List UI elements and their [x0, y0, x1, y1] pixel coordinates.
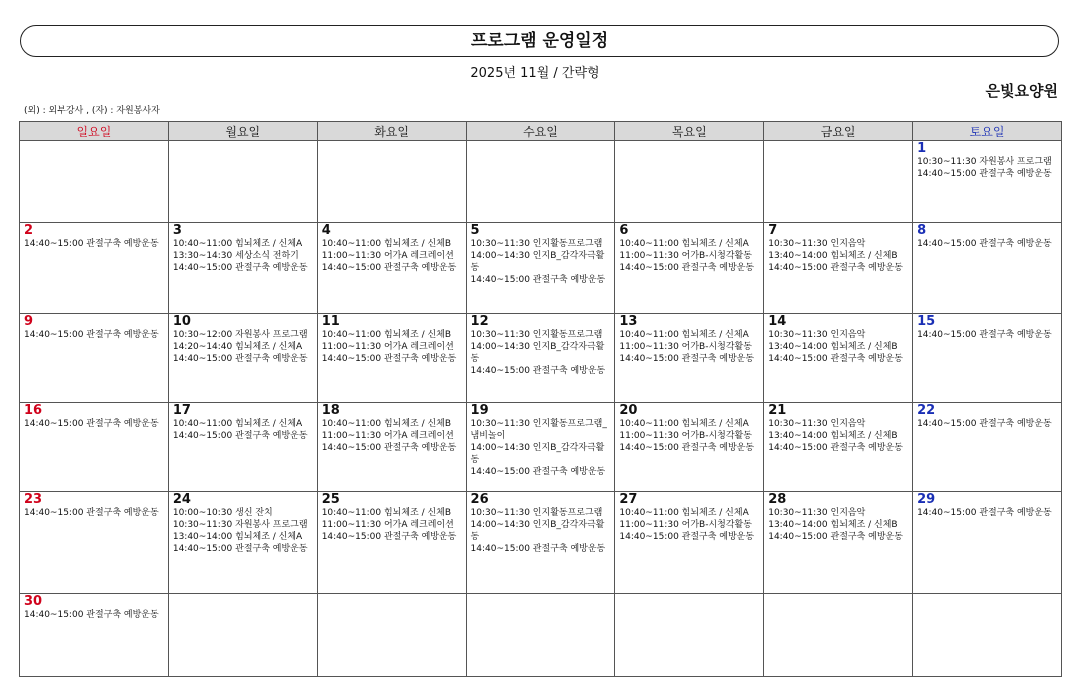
calendar-day-cell-tuesday — [317, 403, 466, 492]
calendar-day-cell-wednesday — [466, 492, 615, 594]
day-number: 25 — [321, 492, 340, 507]
day-events: 14:40~15:00 관절구축 예방운동 — [917, 330, 1052, 340]
day-number: 6 — [619, 223, 629, 238]
calendar-day-cell-saturday — [913, 223, 1062, 314]
page-title: 프로그램 운영일정 — [20, 25, 1059, 57]
page-subtitle: 2025년 11월 / 간략형 — [470, 66, 600, 81]
day-number: 9 — [24, 314, 34, 329]
calendar-day-cell-saturday — [913, 314, 1062, 403]
day-number: 21 — [768, 403, 787, 418]
day-number: 29 — [917, 492, 936, 507]
day-number: 5 — [470, 223, 480, 238]
calendar-day-cell-saturday — [913, 594, 1062, 677]
calendar-day-cell-friday — [764, 141, 913, 223]
day-events: 14:40~15:00 관절구축 예방운동 — [917, 239, 1052, 249]
calendar-week-row — [20, 403, 1062, 492]
calendar-day-cell-tuesday — [317, 594, 466, 677]
day-number: 26 — [470, 492, 489, 507]
day-number: 11 — [321, 314, 340, 329]
day-events: 14:40~15:00 관절구축 예방운동 — [24, 508, 159, 518]
day-number: 17 — [172, 403, 191, 418]
weekday-header-thursday: 목요일 — [615, 122, 764, 141]
day-number: 28 — [768, 492, 787, 507]
day-number: 1 — [917, 141, 927, 156]
calendar-week-row — [20, 223, 1062, 314]
calendar-day-cell-sunday — [20, 223, 169, 314]
day-number: 19 — [470, 403, 489, 418]
day-events: 10:40~11:00 힘뇌체조 / 신체A 11:00~11:30 어가B-시청각활동 14:40~15:00 관절구축 예방운동 — [619, 508, 755, 542]
calendar-day-cell-thursday — [615, 223, 764, 314]
day-events: 10:40~11:00 힘뇌체조 / 신체B 11:00~11:30 어가A 레크레이션 14:40~15:00 관절구축 예방운동 — [321, 419, 457, 453]
calendar-day-cell-monday — [168, 492, 317, 594]
day-number: 22 — [917, 403, 936, 418]
day-number: 23 — [24, 492, 43, 507]
calendar-day-cell-friday — [764, 314, 913, 403]
calendar-day-cell-sunday — [20, 403, 169, 492]
day-events: 10:30~11:30 인지음악 13:40~14:00 힘뇌체조 / 신체B 14:40~15:00 관절구축 예방운동 — [768, 419, 903, 453]
calendar-week-row — [20, 141, 1062, 223]
calendar-week-row — [20, 314, 1062, 403]
calendar-day-cell-monday — [168, 403, 317, 492]
day-number: 4 — [321, 223, 331, 238]
weekday-header-sunday: 일요일 — [20, 122, 169, 141]
calendar-day-cell-thursday — [615, 492, 764, 594]
day-number: 20 — [619, 403, 638, 418]
weekday-header-saturday: 토요일 — [913, 122, 1062, 141]
calendar-day-cell-tuesday — [317, 141, 466, 223]
day-number: 3 — [172, 223, 182, 238]
calendar-day-cell-sunday — [20, 594, 169, 677]
day-number: 13 — [619, 314, 638, 329]
calendar-day-cell-thursday — [615, 141, 764, 223]
weekday-header-friday: 금요일 — [764, 122, 913, 141]
calendar-day-cell-wednesday — [466, 141, 615, 223]
calendar-day-cell-thursday — [615, 594, 764, 677]
calendar-day-cell-monday — [168, 141, 317, 223]
day-number: 16 — [24, 403, 43, 418]
weekday-header-tuesday: 화요일 — [317, 122, 466, 141]
day-events: 10:40~11:00 힘뇌체조 / 신체B 11:00~11:30 어가A 레크레이션 14:40~15:00 관절구축 예방운동 — [321, 239, 457, 273]
day-events: 10:30~12:00 자원봉사 프로그램 14:20~14:40 힘뇌체조 / 신체A 14:40~15:00 관절구축 예방운동 — [172, 330, 308, 364]
weekday-header-wednesday: 수요일 — [466, 122, 615, 141]
calendar-day-cell-wednesday — [466, 314, 615, 403]
day-number: 27 — [619, 492, 638, 507]
day-number: 2 — [24, 223, 34, 238]
day-events: 10:40~11:00 힘뇌체조 / 신체B 11:00~11:30 어가A 레크레이션 14:40~15:00 관절구축 예방운동 — [321, 330, 457, 364]
calendar-day-cell-monday — [168, 314, 317, 403]
calendar-day-cell-monday — [168, 223, 317, 314]
calendar-day-cell-tuesday — [317, 314, 466, 403]
day-events: 10:40~11:00 힘뇌체조 / 신체A 11:00~11:30 어가B-시청각활동 14:40~15:00 관절구축 예방운동 — [619, 419, 755, 453]
calendar-week-row — [20, 594, 1062, 677]
day-number: 14 — [768, 314, 787, 329]
day-number: 7 — [768, 223, 778, 238]
calendar-day-cell-saturday — [913, 492, 1062, 594]
day-events: 10:30~11:30 인지활동프로그램 14:00~14:30 인지B_감각자극활동 14:40~15:00 관절구축 예방운동 — [470, 508, 606, 554]
day-events: 10:30~11:30 인지음악 13:40~14:00 힘뇌체조 / 신체B 14:40~15:00 관절구축 예방운동 — [768, 239, 903, 273]
day-events: 14:40~15:00 관절구축 예방운동 — [917, 508, 1052, 518]
calendar-day-cell-sunday — [20, 141, 169, 223]
day-number: 12 — [470, 314, 489, 329]
day-events: 10:40~11:00 힘뇌체조 / 신체A 11:00~11:30 어가B-시청각활동 14:40~15:00 관절구축 예방운동 — [619, 239, 755, 273]
calendar-day-cell-monday — [168, 594, 317, 677]
day-events: 10:00~10:30 생신 잔치 10:30~11:30 자원봉사 프로그램 13:40~14:00 힘뇌체조 / 신체A 14:40~15:00 관절구축 예방운동 — [172, 508, 308, 554]
calendar-day-cell-saturday — [913, 403, 1062, 492]
calendar-day-cell-sunday — [20, 314, 169, 403]
calendar-day-cell-saturday — [913, 141, 1062, 223]
calendar-day-cell-tuesday — [317, 223, 466, 314]
calendar-day-cell-thursday — [615, 314, 764, 403]
day-events: 14:40~15:00 관절구축 예방운동 — [24, 239, 159, 249]
calendar-day-cell-wednesday — [466, 403, 615, 492]
day-events: 10:40~11:00 힘뇌체조 / 신체A 13:30~14:30 세상소식 전하기 14:40~15:00 관절구축 예방운동 — [172, 239, 308, 273]
calendar-day-cell-wednesday — [466, 594, 615, 677]
day-number: 15 — [917, 314, 936, 329]
calendar-day-cell-wednesday — [466, 223, 615, 314]
legend-note: (외) : 외부강사 , (자) : 자원봉사자 — [24, 106, 160, 116]
day-number: 8 — [917, 223, 927, 238]
calendar-day-cell-friday — [764, 492, 913, 594]
day-events: 14:40~15:00 관절구축 예방운동 — [24, 610, 159, 620]
day-events: 10:30~11:30 인지활동프로그램 14:00~14:30 인지B_감각자극활동 14:40~15:00 관절구축 예방운동 — [470, 239, 606, 285]
calendar-day-cell-friday — [764, 594, 913, 677]
calendar-day-cell-sunday — [20, 492, 169, 594]
day-number: 30 — [24, 594, 43, 609]
day-events: 10:30~11:30 인지활동프로그램 14:00~14:30 인지B_감각자극활동 14:40~15:00 관절구축 예방운동 — [470, 330, 606, 376]
day-events: 10:40~11:00 힘뇌체조 / 신체A 11:00~11:30 어가B-시청각활동 14:40~15:00 관절구축 예방운동 — [619, 330, 755, 364]
calendar-week-row — [20, 492, 1062, 594]
day-events: 10:30~11:30 자원봉사 프로그램 14:40~15:00 관절구축 예방운동 — [917, 157, 1052, 179]
organization-name: 은빛요양원 — [985, 82, 1058, 100]
calendar-day-cell-friday — [764, 403, 913, 492]
day-events: 10:40~11:00 힘뇌체조 / 신체B 11:00~11:30 어가A 레크레이션 14:40~15:00 관절구축 예방운동 — [321, 508, 457, 542]
day-events: 10:40~11:00 힘뇌체조 / 신체A 14:40~15:00 관절구축 예방운동 — [172, 419, 308, 441]
calendar-day-cell-friday — [764, 223, 913, 314]
day-events: 14:40~15:00 관절구축 예방운동 — [24, 419, 159, 429]
calendar-day-cell-tuesday — [317, 492, 466, 594]
calendar-day-cell-thursday — [615, 403, 764, 492]
weekday-header-row — [20, 122, 1062, 141]
day-number: 10 — [172, 314, 191, 329]
calendar-table — [19, 121, 1062, 677]
day-events: 10:30~11:30 인지음악 13:40~14:00 힘뇌체조 / 신체B 14:40~15:00 관절구축 예방운동 — [768, 330, 903, 364]
day-events: 10:30~11:30 인지음악 13:40~14:00 힘뇌체조 / 신체B 14:40~15:00 관절구축 예방운동 — [768, 508, 903, 542]
day-number: 24 — [172, 492, 191, 507]
day-events: 10:30~11:30 인지활동프로그램_냄비놀이 14:00~14:30 인지B_감각자극활동 14:40~15:00 관절구축 예방운동 — [470, 419, 607, 477]
day-number: 18 — [321, 403, 340, 418]
weekday-header-monday: 월요일 — [168, 122, 317, 141]
day-events: 14:40~15:00 관절구축 예방운동 — [24, 330, 159, 340]
day-events: 14:40~15:00 관절구축 예방운동 — [917, 419, 1052, 429]
